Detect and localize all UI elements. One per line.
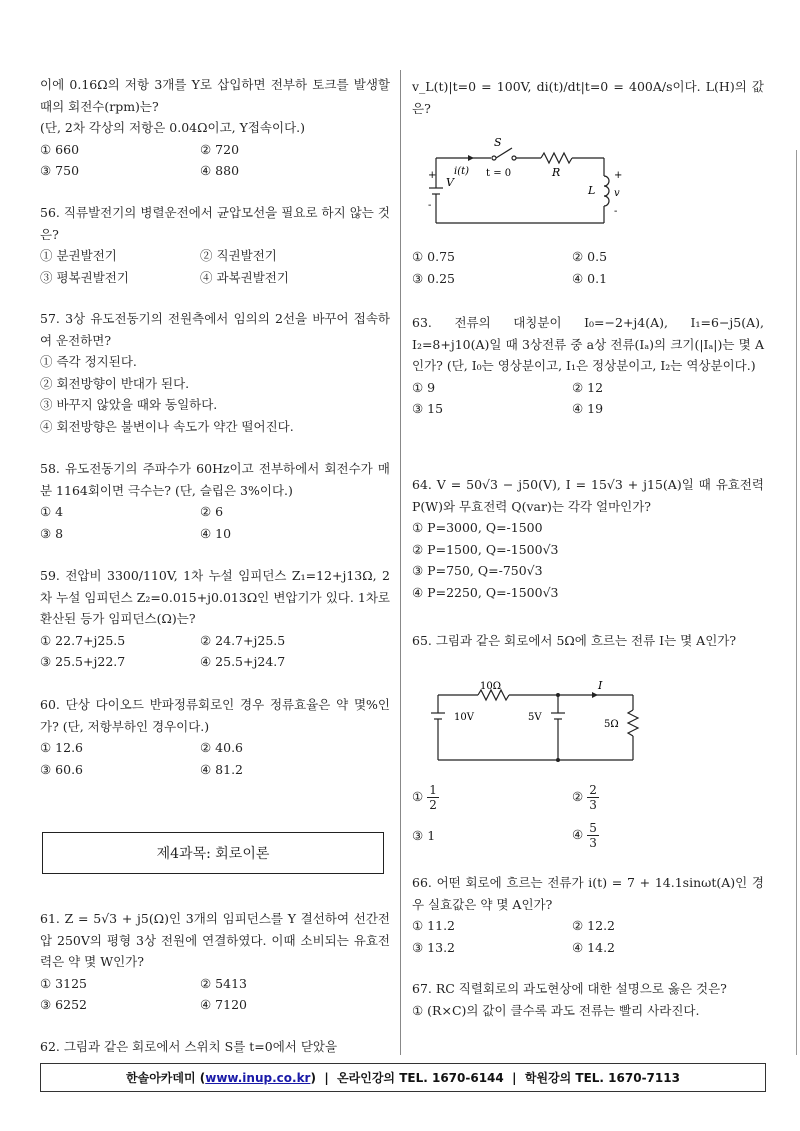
q66-option-4[interactable]: ④ 14.2 — [572, 939, 616, 955]
q62-plus-label: + — [428, 170, 437, 181]
q58-options — [40, 501, 390, 544]
footer-banner — [40, 1063, 766, 1092]
q55-option-4[interactable]: ④ 880 — [200, 163, 240, 178]
question-63 — [412, 312, 764, 420]
q62-option-1[interactable]: ① 0.75 — [412, 249, 456, 264]
q58-option-1[interactable]: ① 4 — [40, 504, 64, 519]
q67-option-1[interactable]: ① (R×C)의 값이 클수록 과도 전류는 빨리 사라진다. — [412, 1002, 700, 1018]
q65-text: 65. 그림과 같은 회로에서 5Ω에 흐르는 전류 I는 몇 A인가? — [412, 633, 737, 648]
q56-options — [40, 245, 390, 288]
q65-option-1-fraction — [427, 783, 439, 812]
question-56 — [40, 202, 390, 288]
q65-option-2-mark: ② — [572, 788, 584, 804]
q66-option-2[interactable]: ② 12.2 — [572, 918, 616, 933]
question-58 — [40, 458, 390, 544]
q65-option-1-num: 1 — [429, 782, 437, 797]
q55-options — [40, 139, 390, 182]
q62-options — [412, 246, 764, 289]
q62-s-label: S — [494, 138, 502, 149]
q65-options-row-2 — [412, 816, 764, 854]
q65-option-3[interactable] — [412, 828, 572, 843]
q60-options — [40, 737, 390, 780]
q65-option-4-den: 3 — [589, 835, 597, 850]
q62-vl-label: v — [614, 188, 620, 199]
q55-text: 이에 0.16Ω의 저항 3개를 Y로 삽입하면 전부하 토크를 발생할 때의 회전수(rpm)는? — [40, 77, 390, 114]
q63-options — [412, 377, 764, 420]
q62-v-label: V — [446, 176, 454, 189]
q65-current-arrow-icon — [592, 692, 598, 698]
question-64 — [412, 474, 764, 603]
q62-circuit-figure — [416, 138, 636, 238]
q61-option-4[interactable]: ④ 7120 — [200, 997, 247, 1012]
q65-option-2-den: 3 — [589, 797, 597, 812]
q65-5ohm-label: 5Ω — [604, 719, 619, 730]
q59-option-3[interactable]: ③ 25.5+j22.7 — [40, 654, 126, 669]
q65-options-block — [412, 778, 764, 854]
q60-option-4[interactable]: ④ 81.2 — [200, 761, 244, 777]
q67-text: 67. RC 직렬회로의 과도현상에 대한 설명으로 옳은 것은? — [412, 981, 727, 996]
q57-option-2[interactable]: ② 회전방향이 반대가 된다. — [40, 375, 190, 391]
q61-options — [40, 973, 390, 1016]
question-66 — [412, 872, 764, 958]
q65-option-2-fraction — [587, 783, 599, 812]
q60-option-2[interactable]: ② 40.6 — [200, 740, 244, 755]
q56-text: 56. 직류발전기의 병렬운전에서 균압모선을 필요로 하지 않는 것은? — [40, 205, 390, 242]
column-divider — [400, 70, 401, 1055]
q65-option-4-fraction — [587, 821, 599, 850]
question-59 — [40, 565, 390, 673]
q65-option-1-mark: ① — [412, 788, 424, 804]
q66-option-1[interactable]: ① 11.2 — [412, 918, 456, 933]
q59-option-2[interactable]: ② 24.7+j25.5 — [200, 632, 286, 648]
q62-option-3[interactable]: ③ 0.25 — [412, 270, 456, 286]
q66-options — [412, 915, 764, 958]
q63-text: 63. 전류의 대칭분이 I₀=−2+j4(A), I₁=6−j5(A), I₂=8+j10(A)일 때 3상전류 중 a상 전류(Iₐ)의 크기(|Iₐ|)는 몇 A인가? (단, I₀는 영상분이고, I₁은 정상분이고, I₂는 역상분이다.) — [412, 315, 764, 373]
q62-text: 62. 그림과 같은 회로에서 스위치 S를 t=0에서 닫았을 — [40, 1039, 338, 1054]
q66-option-3[interactable]: ③ 13.2 — [412, 939, 456, 955]
q58-option-4[interactable]: ④ 10 — [200, 525, 232, 541]
q65-option-2[interactable] — [572, 783, 764, 812]
q62-t0-label: t = 0 — [486, 168, 512, 179]
q60-text: 60. 단상 다이오드 반파정류회로인 경우 정류효율은 약 몇%인가? (단, 저항부하인 경우이다.) — [40, 697, 390, 734]
footer-academy: 한솔아카데미 ( — [126, 1071, 206, 1085]
question-67 — [412, 978, 764, 1021]
q65-circuit-figure — [418, 680, 648, 776]
q62-option-4[interactable]: ④ 0.1 — [572, 270, 608, 286]
section-title: 제4과목: 회로이론 — [156, 846, 270, 862]
q57-option-1[interactable]: ① 즉각 정지된다. — [40, 354, 137, 369]
q62-minus-label: - — [428, 200, 432, 211]
q64-text: 64. V = 50√3 − j50(V), I = 15√3 + j15(A)일 때 유효전력 P(W)와 무효전력 Q(var)는 각각 얼마인가? — [412, 477, 764, 514]
q65-5v-label: 5V — [528, 712, 542, 723]
footer-separator-2: | — [512, 1070, 517, 1085]
question-61 — [40, 908, 390, 1016]
q55-note: (단, 2차 각상의 저항은 0.04Ω이고, Y접속이다.) — [40, 120, 305, 135]
q60-option-3[interactable]: ③ 60.6 — [40, 761, 84, 777]
q61-option-2[interactable]: ② 5413 — [200, 975, 247, 991]
question-62-continued — [412, 76, 764, 119]
q57-option-3[interactable]: ③ 바꾸지 않았을 때와 동일하다. — [40, 397, 218, 412]
q59-text: 59. 전압비 3300/110V, 1차 누설 임피던스 Z₁=12+j13Ω, 2차 누설 임피던스 Z₂=0.015+j0.013Ω인 변압기가 있다. 1차로 환산된 등가 임피던스(Ω)는? — [40, 568, 390, 626]
q61-option-3[interactable]: ③ 6252 — [40, 997, 87, 1012]
q59-option-1[interactable]: ① 22.7+j25.5 — [40, 632, 126, 648]
q62-vl-minus: - — [614, 206, 618, 217]
q61-text: 61. Z = 5√3 + j5(Ω)인 3개의 임피던스를 Y 결선하여 선간전압 250V의 평형 3상 전원에 연결하였다. 이때 소비되는 유효전력은 약 몇 W인가? — [40, 911, 390, 969]
q65-option-4-mark: ④ — [572, 826, 584, 842]
current-arrow-icon — [468, 155, 474, 161]
q56-option-1[interactable]: ① 분권발전기 — [40, 248, 117, 263]
q64-option-3[interactable]: ③ P=750, Q=-750√3 — [412, 563, 543, 578]
q64-option-2[interactable]: ② P=1500, Q=-1500√3 — [412, 541, 559, 557]
q57-text: 57. 3상 유도전동기의 전원측에서 임의의 2선을 바꾸어 접속하여 운전하면? — [40, 311, 390, 348]
q56-option-4[interactable]: ④ 과복권발전기 — [200, 269, 289, 285]
q65-option-3-value: 1 — [427, 827, 436, 843]
footer-paren: ) — [310, 1070, 316, 1085]
q62-option-2[interactable]: ② 0.5 — [572, 249, 608, 264]
q65-10v-label: 10V — [454, 712, 474, 723]
question-62-start — [40, 1036, 390, 1058]
footer-url-link[interactable]: www.inup.co.kr — [205, 1070, 311, 1085]
q62-i-label: i(t) — [454, 166, 470, 177]
q58-option-3[interactable]: ③ 8 — [40, 525, 64, 541]
q63-option-3[interactable]: ③ 15 — [412, 401, 444, 416]
footer-offline-tel: 학원강의 TEL. 1670-7113 — [524, 1071, 680, 1085]
question-55-continued — [40, 74, 390, 182]
q59-options — [40, 630, 390, 673]
q62-l-label: L — [588, 184, 596, 197]
q55-option-3[interactable]: ③ 750 — [40, 163, 80, 178]
section-header-box — [42, 832, 384, 874]
q62-vl-plus: + — [614, 170, 623, 181]
q56-option-2[interactable]: ② 직권발전기 — [200, 248, 277, 263]
question-57 — [40, 308, 390, 437]
q60-option-1[interactable]: ① 12.6 — [40, 740, 84, 755]
q58-text: 58. 유도전동기의 주파수가 60Hz이고 전부하에서 회전수가 매분 1164회이면 극수는? (단, 슬립은 3%이다.) — [40, 461, 390, 498]
q65-option-1[interactable] — [412, 783, 572, 812]
q62-condition: v_L(t)|t=0 = 100V, di(t)/dt|t=0 = 400A/s이다. L(H)의 값은? — [412, 79, 764, 116]
q65-options-row-1 — [412, 778, 764, 816]
question-65 — [412, 630, 764, 652]
q55-option-2[interactable]: ② 720 — [200, 141, 240, 157]
q65-10ohm-label: 10Ω — [480, 681, 502, 692]
q66-text: 66. 어떤 회로에 흐르는 전류가 i(t) = 7 + 14.1sinωt(A)인 경우 실효값은 약 몇 A인가? — [412, 875, 764, 912]
page-edge-line — [796, 150, 797, 1055]
question-60 — [40, 694, 390, 780]
q62-r-label: R — [552, 166, 561, 179]
q62-options-block — [412, 246, 764, 289]
q64-option-4[interactable]: ④ P=2250, Q=-1500√3 — [412, 584, 559, 600]
footer-separator-1: | — [324, 1070, 329, 1085]
q65-option-2-num: 2 — [589, 782, 597, 797]
q65-option-3-mark: ③ — [412, 827, 424, 843]
q58-option-2[interactable]: ② 6 — [200, 504, 224, 519]
q63-option-4[interactable]: ④ 19 — [572, 401, 604, 416]
q63-option-1[interactable]: ① 9 — [412, 379, 436, 395]
q65-option-1-den: 2 — [429, 797, 437, 812]
q61-option-1[interactable]: ① 3125 — [40, 975, 87, 991]
q63-option-2[interactable]: ② 12 — [572, 379, 604, 395]
q56-option-3[interactable]: ③ 평복권발전기 — [40, 269, 129, 285]
q65-i-label: I — [598, 680, 603, 692]
q65-option-4[interactable] — [572, 821, 764, 850]
q65-option-4-num: 5 — [589, 820, 597, 835]
q55-option-1[interactable]: ① 660 — [40, 141, 80, 157]
q64-option-1[interactable]: ① P=3000, Q=-1500 — [412, 520, 543, 535]
q57-option-4[interactable]: ④ 회전방향은 불변이나 속도가 약간 떨어진다. — [40, 418, 294, 434]
footer-online-tel: 온라인강의 TEL. 1670-6144 — [337, 1071, 504, 1085]
q59-option-4[interactable]: ④ 25.5+j24.7 — [200, 654, 286, 669]
